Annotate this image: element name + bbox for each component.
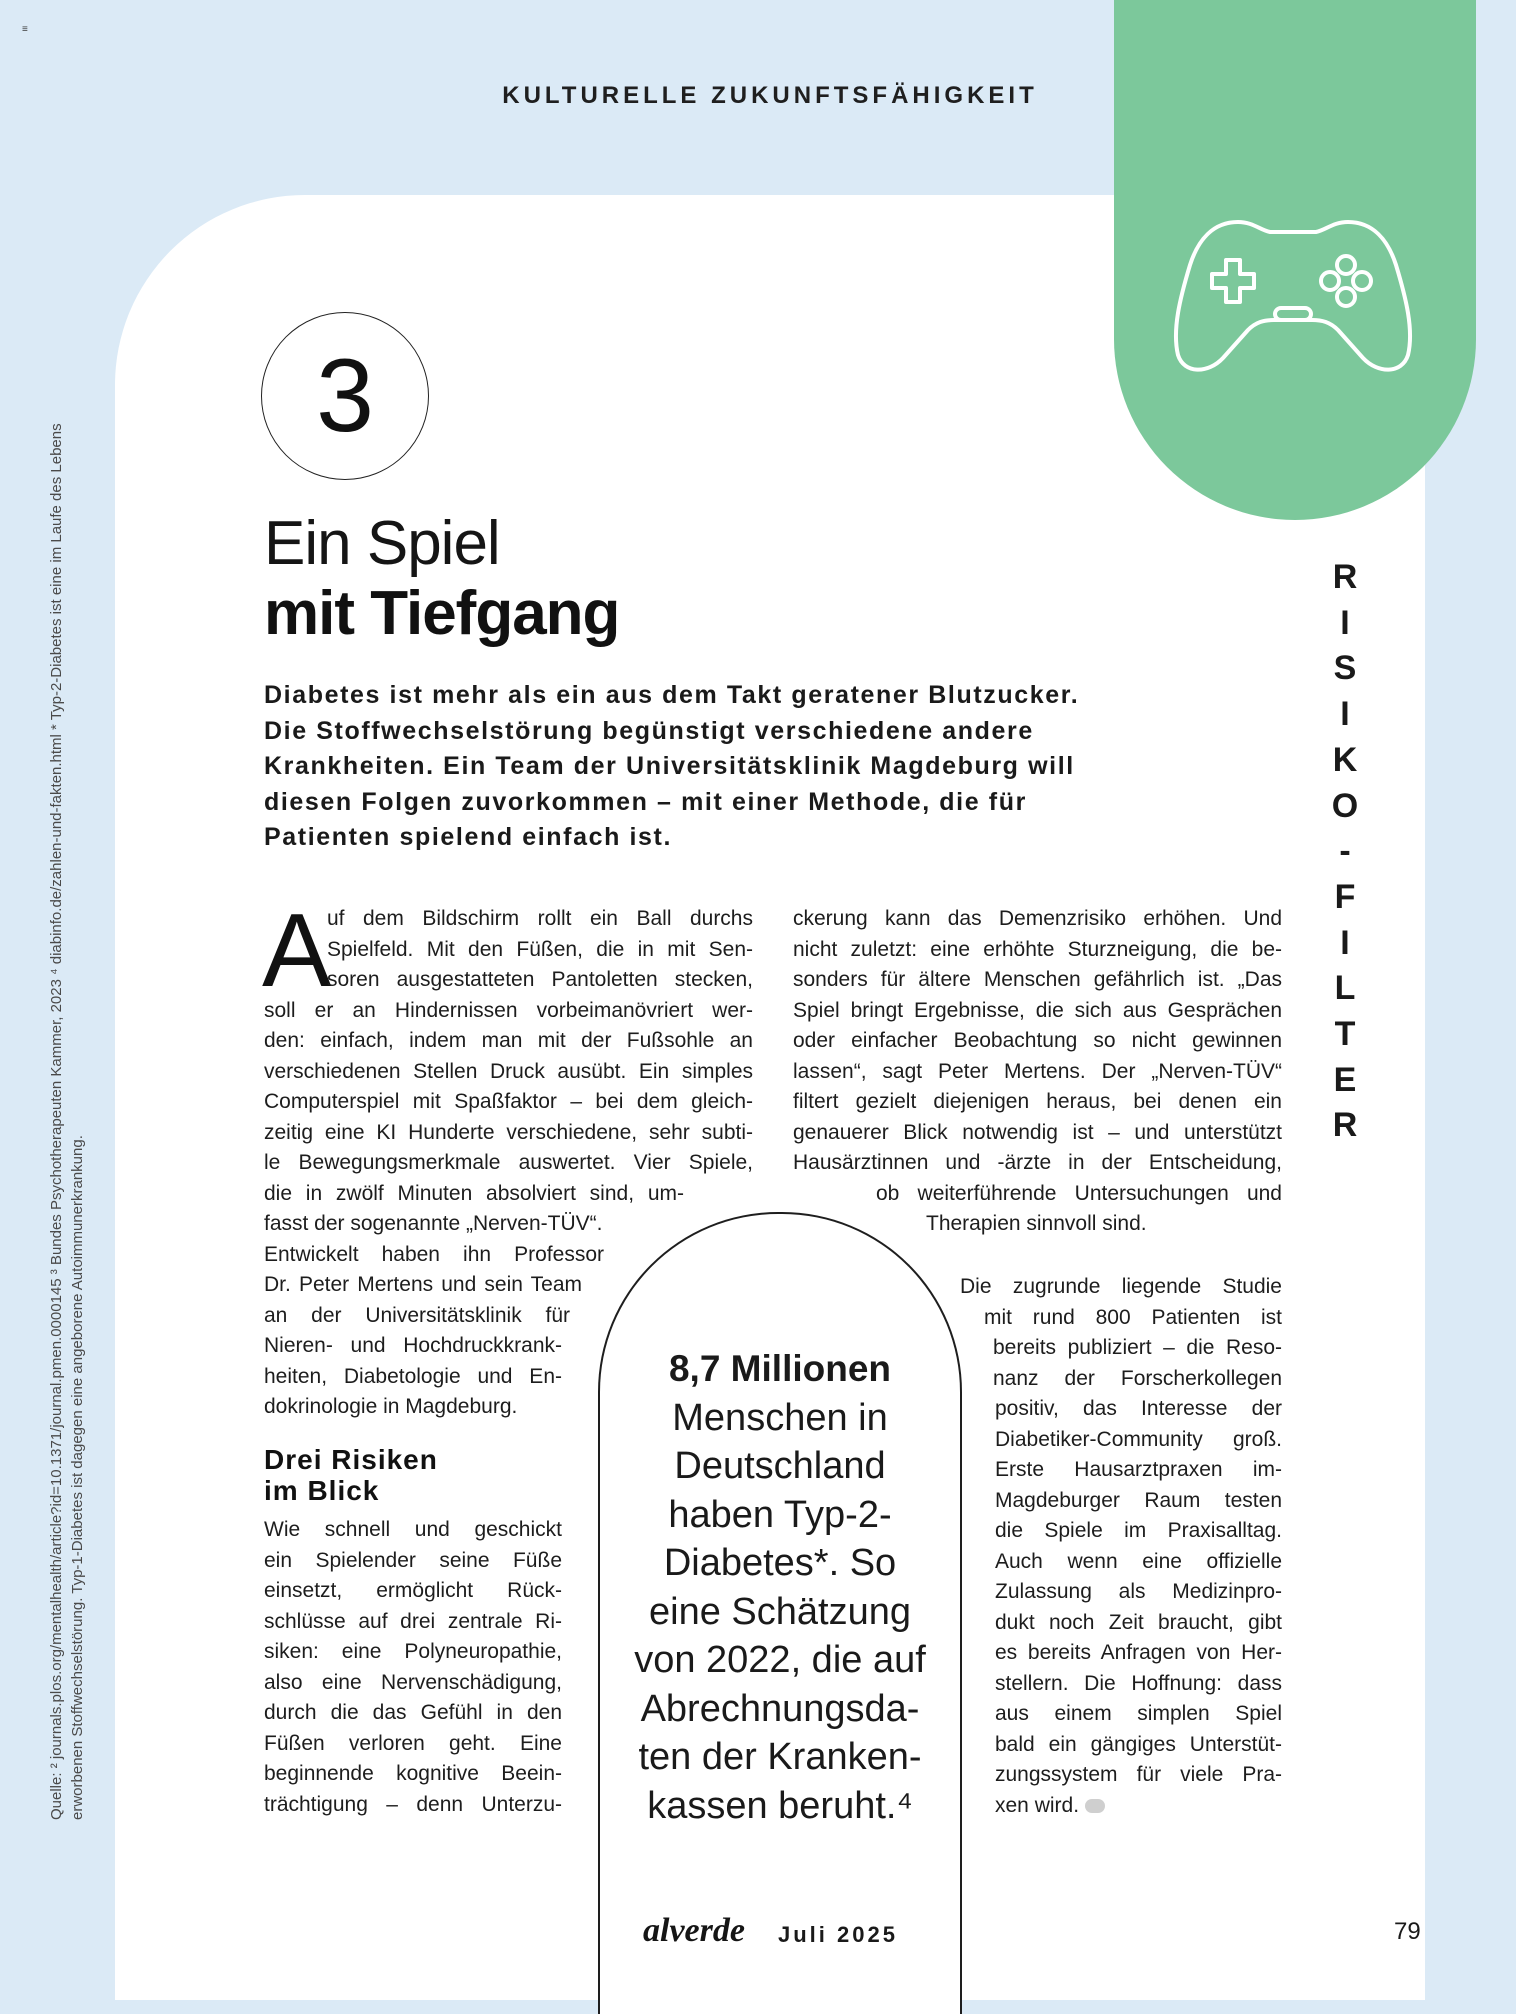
text-line: Magdeburger Raum testen <box>995 1488 1282 1512</box>
footer-date: Juli 2025 <box>778 1922 898 1947</box>
text-line: heiten, Diabetologie und En- <box>264 1364 562 1388</box>
vertical-letter: K <box>1332 740 1358 779</box>
title-line-2: mit Tiefgang <box>264 579 620 648</box>
quote-line: Abrechnungsda- <box>640 1687 920 1730</box>
text-line: also eine Nervenschädigung, <box>264 1670 562 1694</box>
text-line: nanz der Forscherkollegen <box>993 1366 1282 1390</box>
text-line: die Spiele im Praxisalltag. <box>995 1519 1282 1542</box>
intro-line: Die Stoffwechselstörung begünstigt verschiedene andere <box>264 716 1034 745</box>
text-line: Auch wenn eine offizielle <box>995 1549 1282 1573</box>
text-line: Dr. Peter Mertens und sein Team <box>264 1273 582 1296</box>
footer-brand-logo: alverde <box>643 1912 745 1949</box>
text-line: zungssystem für viele Pra- <box>995 1763 1282 1786</box>
vertical-word-risiko-filter <box>1322 555 1368 1149</box>
text-line: soll er an Hindernissen vorbeimanövriert wer- <box>264 998 753 1022</box>
text-line: lassen“, sagt Peter Mertens. Der „Nerven-TÜV“ <box>793 1059 1282 1083</box>
subhead-line: im Blick <box>264 1475 380 1506</box>
text-line: es bereits Anfragen von Her- <box>995 1641 1282 1664</box>
vertical-letter: S <box>1333 649 1357 688</box>
text-line: sonders für ältere Menschen gefährlich ist. „Das <box>793 968 1282 991</box>
text-line: ein Spielender seine Füße <box>264 1548 562 1572</box>
vertical-letter: I <box>1340 923 1350 962</box>
text-line: Computerspiel mit Spaßfaktor – bei dem gleich- <box>264 1090 753 1113</box>
source-line: erworbenen Stoffwechselstörung. Typ-1-Diabetes ist dagegen eine angeborene Autoimmunerkrankung. <box>69 1135 86 1820</box>
quote-highlight: 8,7 Millionen <box>668 1348 892 1389</box>
text-line: Wie schnell und geschickt <box>264 1518 562 1541</box>
quote-line: ten der Kranken- <box>638 1736 922 1778</box>
text-line: ckerung kann das Demenzrisiko erhöhen. Und <box>793 907 1282 930</box>
text-line: Diabetiker-Community groß. <box>995 1427 1282 1451</box>
corner-mark: ≡ <box>22 24 28 35</box>
text-line: dukt noch Zeit braucht, gibt <box>995 1610 1282 1634</box>
text-line: nicht zuletzt: eine erhöhte Sturzneigung, die be- <box>793 937 1282 961</box>
game-controller-icon <box>1168 210 1418 380</box>
vertical-letter: E <box>1333 1060 1357 1099</box>
quote-line: kassen beruht.⁴ <box>647 1784 913 1827</box>
vertical-letter: I <box>1340 603 1350 642</box>
text-line: ob weiterführende Untersuchungen und <box>876 1181 1282 1205</box>
sidebar-source-notes <box>46 200 88 1820</box>
vertical-letter: O <box>1331 786 1359 825</box>
article-column-3 <box>960 1272 1282 1821</box>
text-line: Die zugrunde liegende Studie <box>960 1275 1282 1298</box>
text-line: Entwickelt haben ihn Professor <box>264 1242 604 1266</box>
text-line: Füßen verloren geht. Eine <box>264 1731 562 1755</box>
text-line: bald ein gängiges Unterstüt- <box>995 1732 1282 1756</box>
text-line: genauerer Blick notwendig ist – und unterstützt <box>793 1120 1282 1144</box>
chapter-number: 3 <box>261 312 429 480</box>
section-label: KULTURELLE ZUKUNFTSFÄHIGKEIT <box>502 82 1038 109</box>
intro-line: Patienten spielend einfach ist. <box>264 823 673 851</box>
text-line: soren ausgestatteten Pantoletten stecken, <box>327 968 753 991</box>
subhead <box>264 1444 584 1506</box>
text-line: beginnende kognitive Beein- <box>264 1762 562 1785</box>
text-line: die in zwölf Minuten absolviert sind, um- <box>264 1181 684 1205</box>
page-number: 79 <box>1394 1918 1421 1945</box>
vertical-letter: R <box>1332 558 1358 596</box>
text-line: dokrinologie in Magdeburg. <box>264 1395 518 1418</box>
quote-line: Deutschland <box>674 1445 886 1487</box>
text-line: verschiedenen Stellen Druck ausübt. Ein simples <box>264 1059 753 1083</box>
quote-line: Diabetes*. So <box>663 1542 897 1584</box>
text-line: Nieren- und Hochdruckkrank- <box>264 1334 562 1357</box>
quote-line: Menschen in <box>672 1396 888 1439</box>
subhead-line: Drei Risiken <box>264 1444 438 1475</box>
text-line: uf dem Bildschirm rollt ein Ball durchs <box>327 907 753 930</box>
text-line: Therapien sinnvoll sind. <box>926 1212 1147 1235</box>
text-line: le Bewegungsmerkmale auswertet. Vier Spiele, <box>264 1151 753 1174</box>
text-line: trächtigung – denn Unterzu- <box>264 1792 562 1816</box>
vertical-letter: F <box>1334 877 1356 916</box>
pull-quote <box>620 1345 940 1830</box>
text-line: mit rund 800 Patienten ist <box>984 1305 1282 1329</box>
text-line: filtert gezielt diejenigen heraus, bei denen ein <box>793 1090 1282 1113</box>
vertical-letter: I <box>1340 695 1350 734</box>
text-line: bereits publiziert – die Reso- <box>993 1336 1282 1359</box>
text-line: den: einfach, indem man mit der Fußsohle an <box>264 1029 753 1052</box>
text-line: zeitig eine KI Hunderte verschiedene, sehr subti- <box>264 1120 753 1144</box>
text-line: stellern. Die Hoffnung: dass <box>995 1671 1282 1695</box>
intro-line: Diabetes ist mehr als ein aus dem Takt geratener Blutzucker. <box>264 681 1080 709</box>
text-line: aus einem simplen Spiel <box>995 1702 1282 1725</box>
vertical-letter: L <box>1334 969 1356 1008</box>
text-line: durch die das Gefühl in den <box>264 1701 562 1724</box>
text-line <box>995 1791 1282 1822</box>
title-line-1: Ein Spiel <box>264 509 500 578</box>
article-column-2 <box>793 904 1282 1240</box>
text-line: Zulassung als Medizinpro- <box>995 1580 1282 1603</box>
text-line: einsetzt, ermöglicht Rück- <box>264 1579 562 1602</box>
text-line-end: xen wird. <box>995 1793 1080 1817</box>
text-line: siken: eine Polyneuropathie, <box>264 1640 562 1663</box>
article-column-1-bottom <box>264 1515 562 1820</box>
text-line: oder einfacher Beobachtung so nicht gewinnen <box>793 1029 1282 1052</box>
quote-line: haben Typ-2- <box>668 1493 892 1536</box>
vertical-letter: R <box>1332 1106 1358 1145</box>
quote-line: eine Schätzung <box>649 1590 911 1633</box>
end-mark-icon <box>1085 1799 1105 1813</box>
text-line: fasst der sogenannte „Nerven-TÜV“. <box>264 1212 603 1235</box>
text-line: Spiel bringt Ergebnisse, die sich aus Gesprächen <box>793 998 1282 1022</box>
text-line: Spielfeld. Mit den Füßen, die in mit Sen- <box>327 937 753 961</box>
quote-line: von 2022, die auf <box>634 1639 926 1681</box>
intro-text <box>264 678 1124 856</box>
drop-cap: A <box>262 893 332 1009</box>
text-line: Hausärztinnen und -ärzte in der Entscheidung, <box>793 1151 1282 1174</box>
intro-line: Krankheiten. Ein Team der Universitätsklinik Magdeburg will <box>264 752 1075 780</box>
intro-line: diesen Folgen zuvorkommen – mit einer Methode, die für <box>264 787 1027 816</box>
vertical-letter: T <box>1334 1015 1356 1054</box>
source-line: Quelle: ² journals.plos.org/mentalhealth/article?id=10.1371/journal.pmen.0000145 ³ Bundes Psychotherapeuten Kammer, 2023 ⁴ diabinfo.de/zahlen-und-fakten.html * Typ-2-Diabetes ist eine im Laufe des Lebens <box>48 423 65 1820</box>
text-line: Erste Hausarztpraxen im- <box>995 1458 1282 1481</box>
text-line: schlüsse auf drei zentrale Ri- <box>264 1609 562 1633</box>
text-line: positiv, das Interesse der <box>995 1397 1282 1420</box>
text-line: an der Universitätsklinik für <box>264 1303 570 1327</box>
vertical-letter: - <box>1339 832 1351 871</box>
